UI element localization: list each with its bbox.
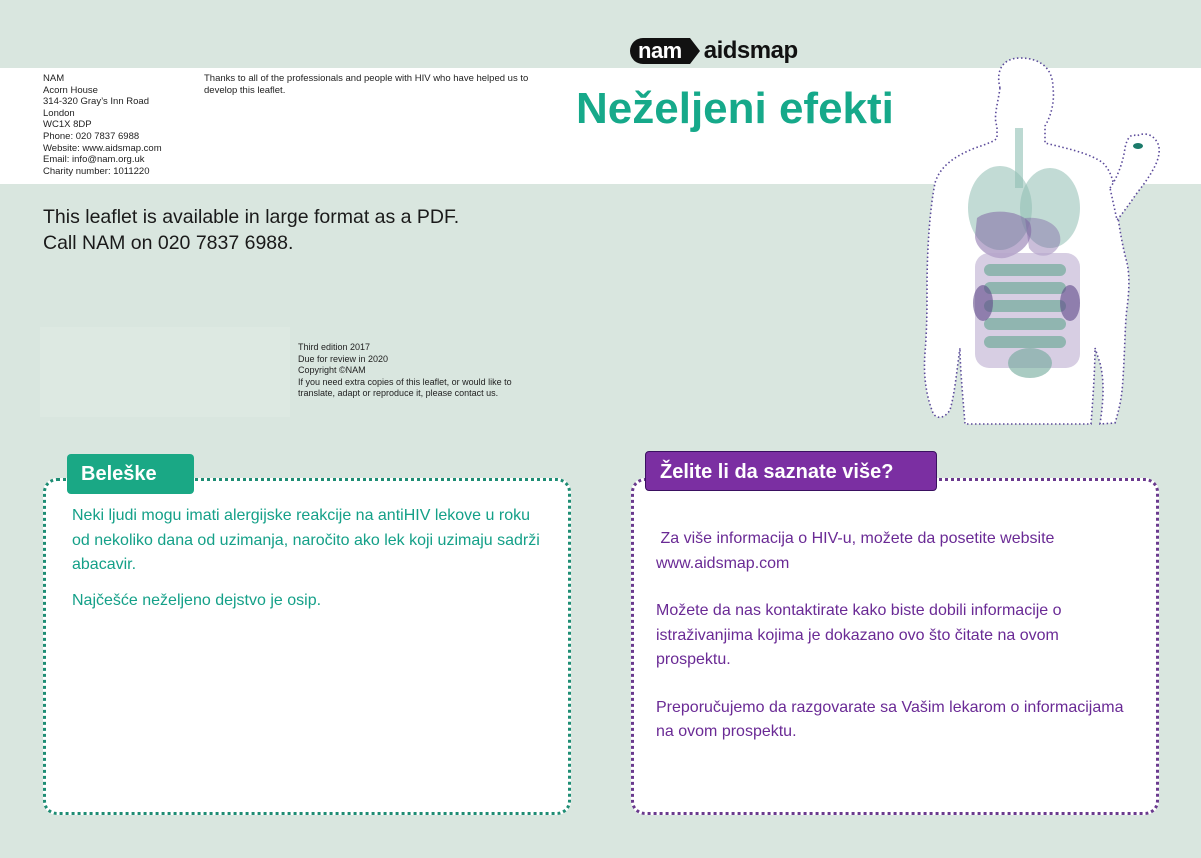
edition-info: [298, 342, 512, 400]
address-line: 314-320 Gray’s Inn Road: [43, 96, 149, 108]
thanks-text: Thanks to all of the professionals and people with HIV who have helped us to develop this leaflet.: [204, 73, 529, 96]
edition-line: Due for review in 2020: [298, 353, 389, 364]
pill-icon: [1133, 143, 1143, 149]
large-format-notice: [43, 204, 459, 256]
more-info-heading: Želite li da saznate više?: [645, 451, 937, 491]
more-info-paragraph: Za više informacija o HIV-u, možete da posetite website www.aidsmap.com: [656, 530, 1059, 572]
more-info-content: [656, 527, 1136, 768]
large-format-line: This leaflet is available in large format as a PDF.: [43, 206, 460, 228]
address-line: NAM: [43, 73, 65, 84]
edition-line: If you need extra copies of this leaflet, or would like to: [298, 376, 512, 387]
more-info-paragraph: Preporučujemo da razgovarate sa Vašim lekarom o informacijama na ovom prospektu.: [656, 698, 1124, 740]
more-info-paragraph: Možete da nas kontaktirate kako biste dobili informacije o istraživanjima kojima je dokazano ovo što čitate na ovom prospektu.: [656, 602, 1062, 668]
notes-paragraph: Najčešće neželjeno dejstvo je osip.: [72, 591, 322, 609]
logo-arrow-icon: [690, 38, 700, 64]
notes-paragraph: Neki ljudi mogu imati alergijske reakcije na antiHIV lekove u roku od nekoliko dana od uzimanja, naročito ako lek koji uzimaju sadrži abacavir.: [72, 507, 540, 573]
address-line: Acorn House: [43, 84, 98, 96]
notes-content: [72, 504, 552, 624]
page-title: Neželjeni efekti: [576, 84, 894, 133]
address-line: Phone: 020 7837 6988: [43, 130, 140, 142]
address-line: Email: info@nam.org.uk: [43, 154, 145, 166]
edition-line: Copyright ©NAM: [298, 365, 366, 375]
address-line: Website: www.aidsmap.com: [43, 142, 162, 154]
edition-line: Third edition 2017: [298, 342, 371, 352]
logo-aidsmap-text: aidsmap: [703, 37, 798, 64]
blank-panel: [40, 327, 290, 417]
address-line: London: [43, 107, 75, 119]
body-organs-illustration: [905, 48, 1175, 428]
logo-nam-text: nam: [630, 38, 690, 64]
nam-aidsmap-logo: [630, 38, 798, 64]
large-format-line: Call NAM on 020 7837 6988.: [43, 232, 294, 254]
notes-heading: Beleške: [67, 454, 194, 494]
address-block: [43, 73, 162, 177]
address-line: WC1X 8DP: [43, 119, 92, 131]
edition-line: translate, adapt or reproduce it, please contact us.: [298, 388, 499, 398]
address-line: Charity number: 1011220: [43, 165, 150, 177]
